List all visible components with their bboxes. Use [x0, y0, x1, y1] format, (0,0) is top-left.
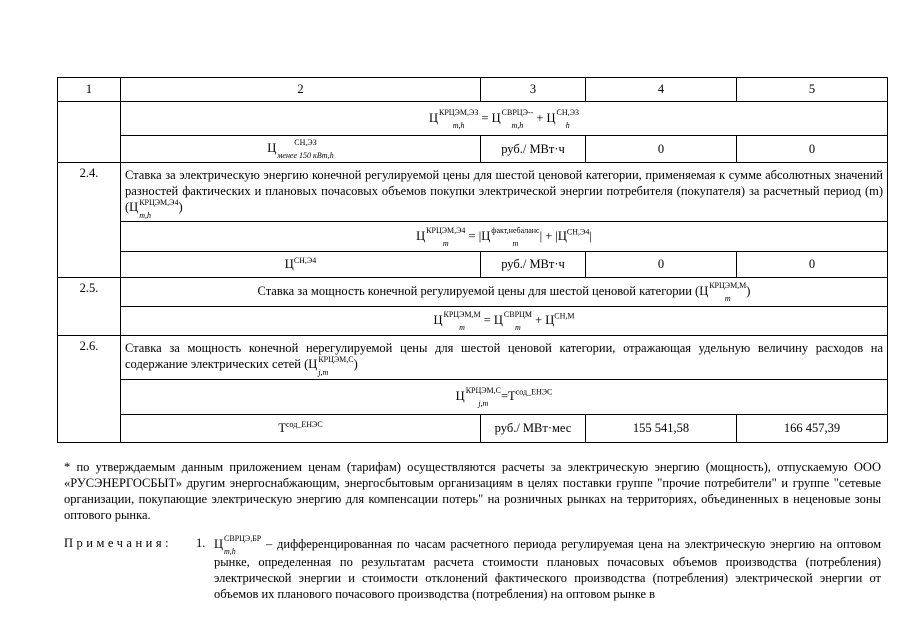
footnote: * по утверждаемым данным приложением ценам (тарифам) осуществляются расчеты за электрическую энергию (мощность), отпускаемую ООО «РУСЭНЕРГОСБЫТ» другим энергоснабжающим, энергосбытовым организациям в целях поставки группе "прочие потребители" и группе "сетевые организации, покупающие электрическую энергию для компенсации потерь" на розничных рынках на территориях, объединенных в неценовые зоны оптового рынка.	[64, 460, 881, 522]
rate-name-cell: $Т^{сод\_ЕНЭС}$	[121, 415, 481, 443]
rate-name-cell: Ц СН,ЭЗ менее 150 кВт,h	[121, 136, 481, 163]
table-row	[58, 380, 888, 415]
table-row	[58, 415, 888, 443]
table-row	[58, 102, 888, 136]
value-cell: 0	[737, 136, 888, 163]
rate-name-cell: $Ц^{СН,Э4}$	[121, 252, 481, 278]
col-header-4: 4	[586, 78, 737, 102]
formula-e4: Ц КРЦЭМ,Э4 m = |Ц факт,небаланс m | + $|Ц^{СН,Э4}|$	[121, 222, 888, 252]
formula-m: Ц КРЦЭМ,М m = Ц СВРЦМ m + $Ц^{СН,М}$	[121, 307, 888, 336]
table-row	[58, 307, 888, 336]
row-num-empty	[58, 102, 121, 163]
section-num: 2.5.	[58, 278, 121, 336]
table-row	[58, 163, 888, 222]
col-header-1: 1	[58, 78, 121, 102]
section-num: 2.6.	[58, 336, 121, 443]
value-cell: 0	[586, 252, 737, 278]
section-2-6-description: Ставка за мощность конечной нерегулируемой цены для шестой ценовой категории, отражающая удельную величину расходов на содержание электрических сетей (Ц КРЦЭМ,С j,m )	[121, 336, 888, 380]
unit-cell: руб./ МВт·ч	[481, 252, 586, 278]
formula-s: Ц КРЦЭМ,С j,m $=Т^{сод\_ЕНЭС}$	[121, 380, 888, 415]
notes-item-number: 1.	[196, 536, 206, 550]
section-2-4-description: Ставка за электрическую энергию конечной регулируемой цены для шестой ценовой категории, применяемая к сумме абсолютных значений разностей фактических и плановых почасовых объемов покупки электрической энергии потребителя (покупателя) за расчетный период (m) (Ц КРЦЭМ,Э4 m,h )	[121, 163, 888, 222]
table-row	[58, 336, 888, 380]
col-header-5: 5	[737, 78, 888, 102]
col-header-3: 3	[481, 78, 586, 102]
section-2-5-description: Ставка за мощность конечной регулируемой цены для шестой ценовой категории (Ц КРЦЭМ,М m )	[121, 278, 888, 307]
table-header-row	[58, 78, 888, 102]
notes-item-text: Ц СВРЦЭ,БР m,h – дифференцированная по часам расчетного периода регулируемая цена на электрическую энергию на оптовом рынке, определенная по результатам расчета стоимости плановых почасовых объемов производства (потребления) электрической энергии и стоимости отклонений фактического производства (потребления) электрической энергии от объемов их планового почасового производства (потребления) на оптовом рынке в	[214, 534, 881, 602]
table-row	[58, 222, 888, 252]
table-row	[58, 136, 888, 163]
tariff-table	[57, 77, 888, 443]
value-cell: 155 541,58	[586, 415, 737, 443]
col-header-2: 2	[121, 78, 481, 102]
unit-cell: руб./ МВт·ч	[481, 136, 586, 163]
unit-cell: руб./ МВт·мес	[481, 415, 586, 443]
formula-ez: Ц КРЦЭМ,ЭЗ m,h = Ц СВРЦЭ-- m,h + Ц СН,ЭЗ h	[121, 102, 888, 136]
table-row	[58, 278, 888, 307]
table-row	[58, 252, 888, 278]
section-num: 2.4.	[58, 163, 121, 278]
notes-label: Примечания:	[64, 536, 173, 550]
value-cell: 0	[737, 252, 888, 278]
value-cell: 166 457,39	[737, 415, 888, 443]
value-cell: 0	[586, 136, 737, 163]
